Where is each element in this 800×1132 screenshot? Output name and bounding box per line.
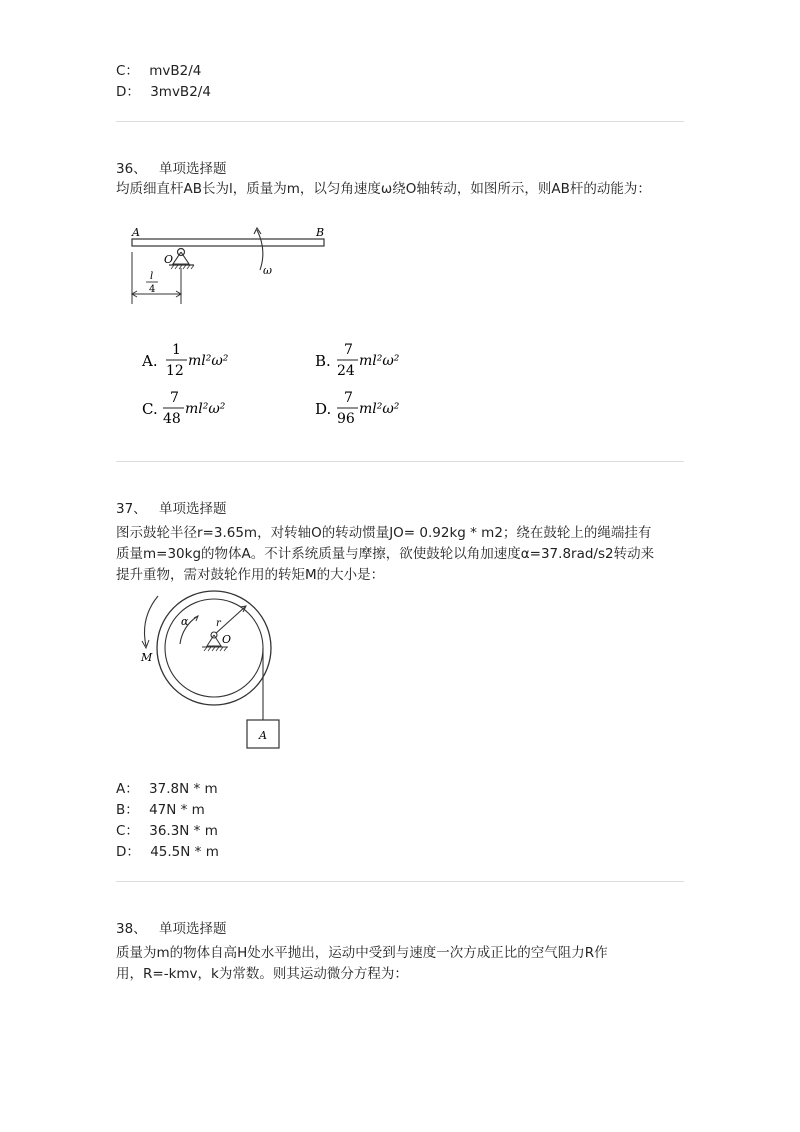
label-omega: ω [263,264,272,277]
q37-stem-line-1: 图示鼓轮半径r=3.65m，对转轴O的转动惯量JO= 0.92kg * m2；绕在鼓轮上的绳端挂有 [116,525,652,541]
q36-header [116,160,226,178]
option-label: D： [116,84,140,100]
divider [116,881,684,882]
label-a: A [259,729,267,742]
choice-a-letter: A. [142,352,158,370]
q37-option-b [116,801,205,819]
label-a: A [132,226,140,239]
option-text: mvB2/4 [149,63,202,79]
label-r: r [216,618,221,629]
q38-stem-line-2: 用，R=-kmv，k为常数。则其运动微分方程为： [116,966,408,982]
choice-d-den: 96 [337,411,355,427]
question-type: 单项选择题 [158,161,227,177]
option-text: 37.8N * m [149,781,218,797]
q37-option-d [116,843,219,861]
q37-stem-line-2: 质量m=30kg的物体A。不计系统质量与摩擦，欲使鼓轮以角加速度α=37.8rad/s2转动来 [116,546,655,562]
option-label: D： [116,844,140,860]
dim-den: 4 [149,284,156,295]
choice-c-expr: ml²ω² [185,401,226,417]
ground-hatch [204,647,227,651]
q35-option-c [116,62,201,80]
label-b: B [316,226,325,239]
choice-b-num: 7 [344,342,353,358]
option-label: B： [116,802,139,818]
choice-c-den: 48 [163,411,181,427]
divider [116,461,684,462]
ground-hatch [171,265,194,269]
q37-drum-figure [136,588,336,763]
dim-num: l [150,271,154,282]
q37-option-a [116,780,218,798]
q37-header [116,500,226,518]
q37-option-c [116,822,218,840]
choice-a-expr: ml²ω² [188,353,229,369]
choice-b-letter: B. [315,352,331,370]
choice-c-letter: C. [142,400,158,418]
option-text: 36.3N * m [149,823,218,839]
question-number: 38、 [116,921,147,937]
divider [116,121,684,122]
option-label: A： [116,781,139,797]
q38-header [116,920,226,938]
choice-b-expr: ml²ω² [359,353,400,369]
option-label: C： [116,63,139,79]
label-m: M [141,651,153,664]
question-number: 37、 [116,501,147,517]
option-text: 47N * m [149,802,205,818]
option-text: 3mvB2/4 [150,84,211,100]
question-type: 单项选择题 [158,501,227,517]
rotation-arrow [257,230,263,270]
choice-d-letter: D. [315,400,332,418]
q36-rod-figure [125,222,335,312]
option-text: 45.5N * m [150,844,219,860]
rod-ab [132,239,324,246]
q38-stem-line-1: 质量为m的物体自高H处水平抛出，运动中受到与速度一次方成正比的空气阻力R作 [116,945,608,961]
choice-a-den: 12 [166,363,184,379]
option-label: C： [116,823,139,839]
choice-d-expr: ml²ω² [359,401,400,417]
q37-stem-line-3: 提升重物，需对鼓轮作用的转矩M的大小是： [116,567,385,583]
question-number: 36、 [116,161,147,177]
label-o: O [164,253,174,266]
q36-choices [140,338,430,434]
q36-stem: 均质细直杆AB长为l，质量为m，以匀角速度ω绕O轴转动，如图所示，则AB杆的动能为： [116,181,651,197]
choice-d-num: 7 [344,390,353,406]
torque-arc [145,596,159,646]
label-alpha: α [181,615,189,628]
q35-option-d [116,83,211,101]
label-o: O [222,633,232,646]
question-type: 单项选择题 [158,921,227,937]
choice-b-den: 24 [337,363,355,379]
choice-c-num: 7 [170,390,179,406]
choice-a-num: 1 [172,342,181,358]
